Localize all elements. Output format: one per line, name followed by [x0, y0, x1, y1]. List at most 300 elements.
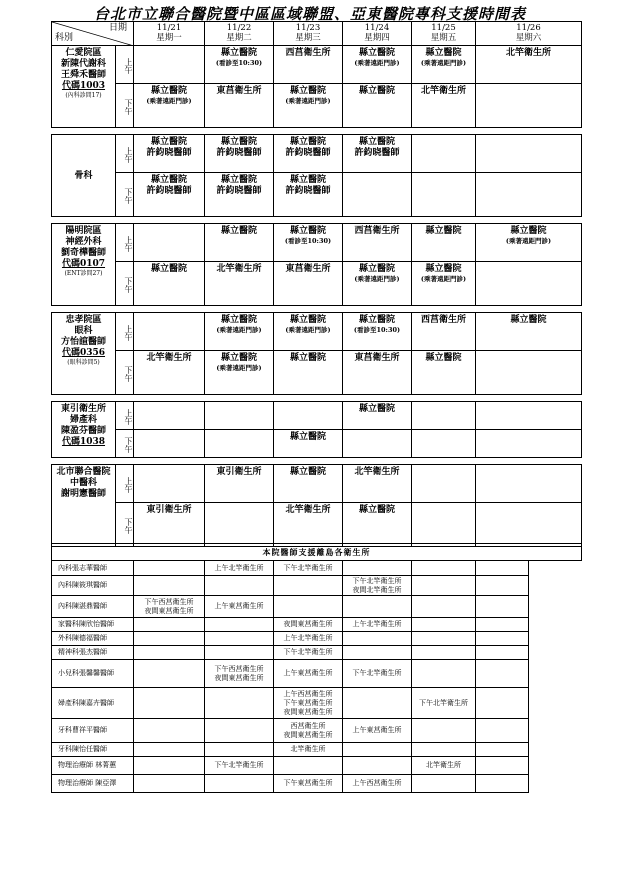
support-doctor: 內科陳筱琪醫師 [52, 576, 134, 596]
schedule-cell [476, 224, 582, 262]
clinic-name: 東莒衛生所 [354, 353, 400, 363]
date-label: 日期 [108, 23, 127, 33]
dept-line: 謝明憲醫師 [60, 489, 106, 499]
support-cell [205, 576, 274, 596]
dept-note: (眼科診間5) [67, 359, 100, 366]
schedule-cell [476, 46, 582, 84]
support-cell [343, 743, 412, 757]
schedule-cell [412, 84, 476, 128]
clinic-name: 縣立醫院 [358, 48, 395, 58]
schedule-cell [476, 351, 582, 395]
schedule-cell [274, 262, 343, 306]
dept-cell [52, 402, 116, 458]
clinic-name: 縣立醫院 [289, 226, 326, 236]
support-cell [476, 576, 529, 596]
clinic-name: 北竿衛生所 [420, 86, 466, 96]
support-cell [476, 688, 529, 719]
clinic-name: 縣立醫院 [358, 86, 395, 96]
schedule-cell [343, 465, 412, 503]
dept-row [52, 135, 582, 173]
support-doctor: 精神科張杰醫師 [52, 646, 134, 660]
schedule-cell [412, 135, 476, 173]
support-cell [274, 561, 343, 576]
clinic-name: 北竿衛生所 [354, 467, 400, 477]
dept-line: 忠孝院區 [65, 315, 102, 325]
support-row [52, 660, 582, 688]
clinic-name: 縣立醫院 [289, 175, 326, 185]
schedule-cell [343, 503, 412, 547]
support-cell [476, 775, 529, 793]
clinic-name: 縣立醫院 [510, 315, 547, 325]
dept-row [52, 503, 582, 547]
dept-line: 東引衛生所 [60, 404, 106, 414]
dept-row [52, 224, 582, 262]
schedule-cell [412, 465, 476, 503]
schedule-cell [205, 402, 274, 430]
clinic-name: 縣立醫院 [358, 404, 395, 414]
support-row [52, 775, 582, 793]
schedule-cell [205, 313, 274, 351]
clinic-note: 許鈞晓醫師 [146, 148, 192, 158]
support-doctor: 牙科陳怡任醫師 [52, 743, 134, 757]
support-cell [476, 596, 529, 618]
schedule-cell [274, 430, 343, 458]
support-title: 本院醫師支援離島各衛生所 [52, 544, 582, 561]
schedule-cell [274, 465, 343, 503]
support-row [52, 632, 582, 646]
support-entry: 夜間北竿衛生所 [352, 585, 402, 594]
clinic-name: 縣立醫院 [358, 505, 395, 515]
clinic-name: 縣立醫院 [220, 226, 257, 236]
schedule-cell [134, 46, 205, 84]
schedule-cell [412, 402, 476, 430]
support-doctor: 家醫科陳欣怡醫師 [52, 618, 134, 632]
support-cell [274, 618, 343, 632]
dept-line: 代碼1003 [61, 81, 106, 91]
clinic-name: 縣立醫院 [220, 48, 257, 58]
schedule-cell [476, 84, 582, 128]
dept-cell [52, 135, 116, 217]
support-row [52, 618, 582, 632]
support-cell [134, 646, 205, 660]
schedule-cell [343, 135, 412, 173]
dept-line: 中醫科 [69, 478, 97, 488]
clinic-name: 東引衛生所 [216, 467, 262, 477]
schedule-cell [476, 135, 582, 173]
clinic-note: (乘著遠距門診) [216, 364, 262, 372]
support-doctor: 小兒科張馨馨醫師 [52, 660, 134, 688]
schedule-cell [134, 224, 205, 262]
support-cell [476, 719, 529, 743]
schedule-cell [205, 465, 274, 503]
dept-note: (ENT診間27) [64, 270, 103, 277]
support-cell [476, 618, 529, 632]
support-cell [205, 719, 274, 743]
header-day: 星期三 [295, 33, 321, 43]
header-day: 星期一 [156, 33, 182, 43]
support-cell [476, 632, 529, 646]
clinic-note: (看診至10:30) [353, 326, 401, 334]
clinic-name: 北竿衛生所 [146, 353, 192, 363]
half-label: 下午 [116, 503, 134, 547]
clinic-note: (乘著遠距門診) [354, 275, 400, 283]
support-row [52, 688, 582, 719]
schedule-cell [205, 262, 274, 306]
support-cell [412, 719, 476, 743]
support-row [52, 757, 582, 775]
support-cell [134, 576, 205, 596]
schedule-cell [476, 430, 582, 458]
schedule-cell [205, 224, 274, 262]
support-cell [205, 688, 274, 719]
schedule-cell [343, 430, 412, 458]
support-header-row [52, 544, 582, 561]
clinic-name: 縣立醫院 [425, 264, 462, 274]
support-cell [412, 743, 476, 757]
support-cell [343, 618, 412, 632]
support-entry: 上午東莒衛生所 [214, 602, 264, 610]
support-cell [343, 576, 412, 596]
schedule-cell [134, 351, 205, 395]
schedule-cell [412, 46, 476, 84]
dept-line: 婦產科 [69, 415, 97, 425]
clinic-name: 縣立醫院 [425, 226, 462, 236]
schedule-cell [343, 262, 412, 306]
schedule-cell [343, 402, 412, 430]
half-label: 上午 [116, 465, 134, 503]
schedule-cell [412, 430, 476, 458]
header-date: 11/22 [226, 23, 252, 33]
clinic-note: (乘著遠距門診) [505, 237, 552, 245]
support-cell [205, 632, 274, 646]
clinic-note: (乘著遠距門診) [420, 59, 467, 67]
dept-row [52, 173, 582, 217]
half-label: 下午 [116, 430, 134, 458]
header-col [205, 22, 274, 46]
support-doctor: 外科陳德福醫師 [52, 632, 134, 646]
support-cell [134, 719, 205, 743]
clinic-name: 縣立醫院 [220, 175, 257, 185]
clinic-name: 北竿衛生所 [505, 48, 551, 58]
support-entry: 下午北竿衛生所 [214, 761, 264, 769]
schedule-cell [274, 351, 343, 395]
support-cell [274, 757, 343, 775]
dept-line: 眼科 [74, 326, 93, 336]
clinic-name: 縣立醫院 [220, 137, 257, 147]
support-cell [134, 632, 205, 646]
header-col [476, 22, 582, 46]
clinic-name: 縣立醫院 [150, 175, 187, 185]
clinic-note: (乘著遠距門診) [146, 97, 192, 105]
dept-line: 代碼0356 [61, 348, 106, 358]
clinic-name: 縣立醫院 [289, 432, 326, 442]
schedule-cell [134, 402, 205, 430]
half-label: 上午 [116, 46, 134, 84]
clinic-name: 縣立醫院 [289, 86, 326, 96]
clinic-name: 東莒衛生所 [285, 264, 331, 274]
clinic-name: 縣立醫院 [358, 264, 395, 274]
half-label: 下午 [116, 173, 134, 217]
schedule-cell [134, 262, 205, 306]
clinic-name: 縣立醫院 [220, 353, 257, 363]
clinic-note: 許鈞晓醫師 [354, 148, 400, 158]
support-cell [412, 576, 476, 596]
dept-row [52, 402, 582, 430]
dept-row [52, 351, 582, 395]
support-entry: 下午北竿衛生所 [283, 648, 333, 656]
support-cell [343, 632, 412, 646]
schedule-cell [274, 313, 343, 351]
support-row [52, 743, 582, 757]
schedule-cell [205, 84, 274, 128]
support-cell [343, 775, 412, 793]
header-date: 11/21 [156, 23, 182, 33]
support-cell [476, 757, 529, 775]
schedule-cell [274, 135, 343, 173]
schedule-cell [205, 46, 274, 84]
support-cell [476, 561, 529, 576]
clinic-note: (乘著遠距門診) [285, 97, 331, 105]
support-entry: 夜間東莒衛生所 [144, 606, 194, 615]
schedule-cell [412, 313, 476, 351]
support-entry: 下午北竿衛生所 [419, 698, 468, 707]
schedule-table [51, 21, 582, 553]
clinic-note: (乘著遠距門診) [420, 275, 467, 283]
support-cell [476, 743, 529, 757]
support-doctor: 內科陳湛鼎醫師 [52, 596, 134, 618]
dept-line: 王舜禾醫師 [60, 70, 106, 80]
support-cell [274, 719, 343, 743]
dept-cell [52, 313, 116, 395]
support-cell [274, 660, 343, 688]
dept-row [52, 46, 582, 84]
support-cell [274, 646, 343, 660]
dept-label: 科別 [55, 33, 74, 43]
separator [52, 306, 582, 313]
dept-cell [52, 46, 116, 128]
clinic-note: 許鈞晓醫師 [285, 186, 331, 196]
support-row [52, 719, 582, 743]
clinic-name: 縣立醫院 [289, 467, 326, 477]
support-cell [343, 660, 412, 688]
support-entry: 上午北竿衛生所 [214, 563, 264, 572]
schedule-cell [476, 465, 582, 503]
support-cell [134, 660, 205, 688]
clinic-name: 縣立醫院 [358, 137, 395, 147]
support-cell [205, 775, 274, 793]
support-cell [343, 646, 412, 660]
support-entry: 上午東莒衛生所 [352, 726, 402, 734]
header-col [274, 22, 343, 46]
support-entry: 上午北竿衛生所 [352, 620, 402, 628]
support-row [52, 561, 582, 576]
header-col [412, 22, 476, 46]
schedule-cell [476, 262, 582, 306]
separator [52, 458, 582, 465]
half-label: 上午 [116, 313, 134, 351]
clinic-name: 北竿衛生所 [285, 505, 331, 515]
schedule-cell [343, 351, 412, 395]
schedule-cell [343, 84, 412, 128]
support-cell [205, 660, 274, 688]
header-corner [52, 22, 134, 46]
schedule-cell [205, 173, 274, 217]
support-cell [412, 561, 476, 576]
separator [52, 395, 582, 402]
header-col [134, 22, 205, 46]
support-entry: 下午北竿衛生所 [283, 563, 333, 572]
clinic-note: 許鈞晓醫師 [146, 186, 192, 196]
dept-row [52, 84, 582, 128]
schedule-cell [134, 173, 205, 217]
support-cell [274, 775, 343, 793]
support-cell [343, 757, 412, 775]
separator-row [52, 306, 582, 313]
half-label: 上午 [116, 224, 134, 262]
dept-line: 劉奇樺醫師 [60, 248, 106, 258]
support-doctor: 牙科曹祥平醫師 [52, 719, 134, 743]
support-cell [412, 688, 476, 719]
schedule-cell [343, 224, 412, 262]
support-entry: 下午北竿衛生所 [352, 576, 402, 585]
support-doctor: 物理治療師 陳亞澤 [52, 775, 134, 793]
header-date: 11/25 [431, 23, 456, 33]
header-col [343, 22, 412, 46]
clinic-note: (乘著遠距門診) [285, 326, 331, 334]
separator [52, 128, 582, 135]
header-day: 星期五 [430, 33, 457, 43]
half-label: 下午 [116, 351, 134, 395]
support-entry: 下午東莒衛生所 [283, 779, 333, 787]
clinic-name: 縣立醫院 [150, 86, 187, 96]
clinic-name: 縣立醫院 [150, 264, 187, 274]
half-label: 上午 [116, 135, 134, 173]
support-row [52, 576, 582, 596]
clinic-name: 北竿衛生所 [216, 264, 262, 274]
support-cell [412, 596, 476, 618]
schedule-cell [274, 173, 343, 217]
support-cell [412, 632, 476, 646]
dept-row [52, 313, 582, 351]
clinic-name: 東莒衛生所 [216, 86, 262, 96]
schedule-cell [134, 465, 205, 503]
support-cell [134, 743, 205, 757]
schedule-cell [134, 135, 205, 173]
support-cell [274, 596, 343, 618]
schedule-cell [476, 313, 582, 351]
dept-line: 方怡諠醫師 [60, 337, 106, 347]
clinic-name: 縣立醫院 [289, 315, 326, 325]
schedule-cell [274, 402, 343, 430]
support-entry: 西莒衛生所 [290, 721, 326, 730]
support-cell [205, 757, 274, 775]
support-cell [343, 719, 412, 743]
support-cell [274, 632, 343, 646]
support-cell [274, 688, 343, 719]
header-day: 星期二 [226, 33, 252, 43]
schedule-cell [205, 135, 274, 173]
schedule-cell [205, 351, 274, 395]
support-row [52, 646, 582, 660]
support-cell [134, 757, 205, 775]
dept-line: 新陳代謝科 [60, 59, 106, 69]
clinic-name: 縣立醫院 [425, 353, 462, 363]
dept-line: 骨科 [74, 171, 93, 181]
separator-row [52, 128, 582, 135]
schedule-cell [205, 430, 274, 458]
clinic-note: (乘著遠距門診) [216, 326, 262, 334]
schedule-cell [134, 503, 205, 547]
schedule-cell [274, 84, 343, 128]
support-entry: 上午西莒衛生所 [352, 779, 402, 787]
support-cell [134, 618, 205, 632]
support-entry: 下午西莒衛生所 [144, 597, 194, 606]
schedule-cell [343, 313, 412, 351]
support-entry: 上午西莒衛生所 [283, 689, 333, 698]
clinic-name: 西莒衛生所 [285, 48, 331, 58]
support-entry: 上午東莒衛生所 [283, 669, 333, 677]
separator-row [52, 458, 582, 465]
schedule-cell [343, 173, 412, 217]
clinic-name: 縣立醫院 [220, 315, 257, 325]
schedule-cell [134, 84, 205, 128]
header-day: 星期六 [515, 33, 542, 43]
support-cell [205, 561, 274, 576]
support-cell [205, 743, 274, 757]
separator-row [52, 217, 582, 224]
schedule-cell [412, 262, 476, 306]
schedule-cell [412, 173, 476, 217]
schedule-cell [412, 351, 476, 395]
support-cell [412, 775, 476, 793]
support-doctor: 婦產科陳嘉卉醫師 [52, 688, 134, 719]
clinic-name: 東引衛生所 [146, 505, 192, 515]
clinic-name: 縣立醫院 [358, 315, 395, 325]
header-date: 11/24 [364, 23, 390, 33]
support-entry: 下午北竿衛生所 [352, 669, 402, 677]
schedule-cell [476, 173, 582, 217]
dept-row [52, 262, 582, 306]
clinic-name: 縣立醫院 [425, 48, 462, 58]
header-date: 11/23 [295, 23, 321, 33]
dept-line: 陳盈芬醫師 [60, 426, 106, 436]
schedule-cell [274, 46, 343, 84]
support-cell [134, 688, 205, 719]
support-cell [476, 646, 529, 660]
clinic-note: 許鈞晓醫師 [216, 186, 262, 196]
half-label: 下午 [116, 84, 134, 128]
clinic-name: 西莒衛生所 [420, 315, 466, 325]
dept-cell [52, 224, 116, 306]
schedule-cell [476, 503, 582, 547]
support-doctor: 物理治療師 林菁蕙 [52, 757, 134, 775]
support-entry: 夜間東莒衛生所 [283, 620, 333, 628]
header-row [52, 22, 582, 46]
header-day: 星期四 [364, 33, 390, 43]
support-doctor: 內科張志華醫師 [52, 561, 134, 576]
support-entry: 上午北竿衛生所 [283, 634, 333, 642]
support-entry: 下午西莒衛生所 [214, 664, 264, 673]
support-cell [412, 757, 476, 775]
schedule-cell [274, 503, 343, 547]
support-cell [205, 646, 274, 660]
support-cell [205, 596, 274, 618]
support-cell [412, 618, 476, 632]
clinic-note: (看診至10:30) [284, 237, 332, 245]
clinic-note: 許鈞晓醫師 [216, 148, 262, 158]
schedule-cell [412, 503, 476, 547]
half-label: 上午 [116, 402, 134, 430]
